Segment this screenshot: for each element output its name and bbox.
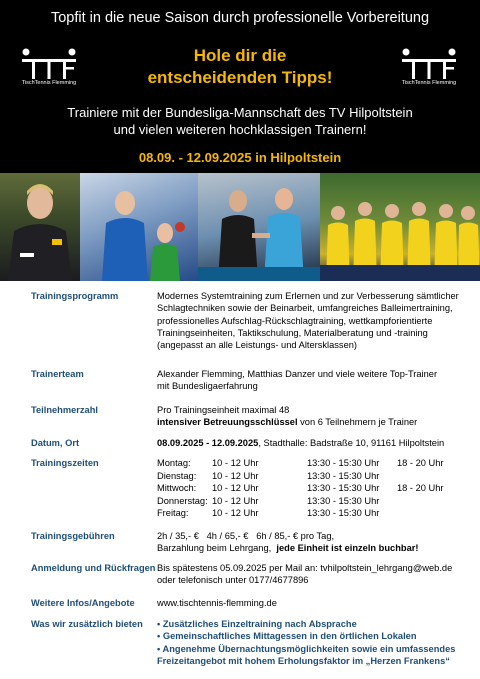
photo-handshake bbox=[198, 173, 320, 281]
schedule-time: 10 - 12 Uhr bbox=[212, 458, 259, 468]
text-line: (angepasst an alle Leistungs- und Altersklassen) bbox=[157, 340, 358, 351]
value-trainingsgebuehren bbox=[157, 530, 472, 555]
label-datum-ort: Datum, Ort bbox=[31, 438, 80, 448]
headline-line-1: Hole dir die bbox=[193, 46, 287, 65]
schedule-time: 18 - 20 Uhr bbox=[397, 458, 444, 468]
schedule-day: Donnerstag: bbox=[157, 495, 208, 506]
label-weitere-infos: Weitere Infos/Angebote bbox=[31, 598, 135, 608]
bold-text: intensiver Betreuungsschlüssel bbox=[157, 417, 298, 428]
text-line: Schlagtechniken sowie der Beinarbeit, umfangreiches Balleimertraining, bbox=[157, 303, 453, 314]
label-trainingszeiten: Trainingszeiten bbox=[31, 458, 99, 468]
label-trainingsprogramm: Trainingsprogramm bbox=[31, 291, 119, 301]
schedule-time: 10 - 12 Uhr bbox=[212, 508, 259, 518]
text-line bbox=[157, 542, 472, 554]
bold-text: 08.09.2025 - 12.09.2025 bbox=[157, 438, 259, 448]
schedule-time: 10 - 12 Uhr bbox=[212, 483, 259, 493]
bullet-item: • Zusätzliches Einzeltraining nach Absprache bbox=[157, 619, 357, 629]
text-line: 2h / 35,- € 4h / 65,- € 6h / 85,- € pro Tag, bbox=[157, 531, 335, 541]
schedule-day: Dienstag: bbox=[157, 470, 197, 481]
bullet-item: • Angenehme Übernachtungsmöglichkeiten sowie ein umfassendes bbox=[157, 643, 456, 654]
value-teilnehmerzahl bbox=[157, 404, 472, 429]
header-banner bbox=[0, 0, 480, 173]
bullet-list bbox=[157, 618, 472, 667]
website-link[interactable]: www.tischtennis-flemming.de bbox=[157, 598, 277, 608]
schedule-time: 13:30 - 15:30 Uhr bbox=[307, 495, 380, 506]
bold-text: jede Einheit ist einzeln buchbar! bbox=[276, 543, 419, 554]
text-line: professionelles Aufschlag-Rückschlagtraining, wettkampforientierte bbox=[157, 315, 433, 326]
subtitle-line-1: Trainiere mit der Bundesliga-Mannschaft des TV Hilpoltstein bbox=[67, 105, 413, 120]
schedule-time: 13:30 - 15:30 Uhr bbox=[307, 483, 380, 493]
photo-training-kids bbox=[80, 173, 198, 281]
schedule-time: 13:30 - 15:30 Uhr bbox=[307, 508, 380, 518]
schedule-time: 18 - 20 Uhr bbox=[397, 483, 444, 493]
headline bbox=[0, 45, 480, 89]
label-trainingsgebuehren: Trainingsgebühren bbox=[31, 531, 115, 541]
schedule-day: Freitag: bbox=[157, 508, 189, 518]
text-line: Bis spätestens 05.09.2025 per Mail an: tvhilpoltstein_lehrgang@web.de bbox=[157, 563, 453, 573]
label-trainerteam: Trainerteam bbox=[31, 369, 84, 379]
value-trainerteam bbox=[157, 368, 472, 393]
text-span: , Stadthalle: Badstraße 10, 91161 Hilpoltstein bbox=[258, 438, 445, 448]
value-trainingsprogramm bbox=[157, 290, 472, 351]
logo-text: TischTennis Flemming bbox=[401, 80, 457, 86]
schedule-time: 13:30 - 15:30 Uhr bbox=[307, 458, 380, 468]
bullet-item: • Gemeinschaftliches Mittagessen in den örtlichen Lokalen bbox=[157, 631, 417, 642]
photo-strip bbox=[0, 173, 480, 281]
value-datum-ort bbox=[157, 437, 472, 449]
text-line: Modernes Systemtraining zum Erlernen und zur Verbesserung sämtlicher bbox=[157, 291, 459, 301]
schedule-day: Montag: bbox=[157, 458, 191, 468]
schedule-time: 10 - 12 Uhr bbox=[212, 495, 259, 506]
text-line bbox=[157, 416, 472, 428]
schedule-day: Mittwoch: bbox=[157, 483, 197, 493]
event-date: 08.09. - 12.09.2025 in Hilpoltstein bbox=[138, 150, 342, 165]
bullet-item: Freizeitangebot mit hohem Erholungsfaktor im „Herzen Frankens“ bbox=[157, 655, 450, 666]
value-anmeldung bbox=[157, 562, 472, 587]
text-span: Barzahlung beim Lehrgang, bbox=[157, 543, 277, 554]
schedule-time: 13:30 - 15:30 Uhr bbox=[307, 470, 380, 481]
text-span: von 6 Teilnehmern je Trainer bbox=[297, 417, 418, 428]
text-line: oder telefonisch unter 0177/4677896 bbox=[157, 575, 309, 586]
photo-player-portrait bbox=[0, 173, 80, 281]
label-teilnehmerzahl: Teilnehmerzahl bbox=[31, 405, 98, 415]
schedule-time: 10 - 12 Uhr bbox=[212, 470, 259, 481]
text-line: mit Bundesligaerfahrung bbox=[157, 381, 258, 392]
subtitle-line-2: und vielen weiteren hochklassigen Trainern! bbox=[113, 122, 367, 137]
headline-line-2: entscheidenden Tipps! bbox=[147, 68, 333, 87]
top-line: Topfit in die neue Saison durch professionelle Vorbereitung bbox=[50, 10, 430, 26]
label-anmeldung: Anmeldung und Rückfragen bbox=[31, 563, 156, 573]
info-table bbox=[0, 281, 480, 679]
subtitle bbox=[0, 104, 480, 138]
logo-text: TischTennis Flemming bbox=[21, 80, 77, 86]
text-line: Trainingseinheiten, Taktikschulung, Materialberatung und -training bbox=[157, 327, 428, 338]
label-zusaetzlich: Was wir zusätzlich bieten bbox=[31, 619, 143, 629]
text-line: Pro Trainingseinheit maximal 48 bbox=[157, 405, 290, 415]
photo-team-group bbox=[320, 173, 480, 281]
text-line: Alexander Flemming, Matthias Danzer und viele weitere Top-Trainer bbox=[157, 369, 438, 379]
